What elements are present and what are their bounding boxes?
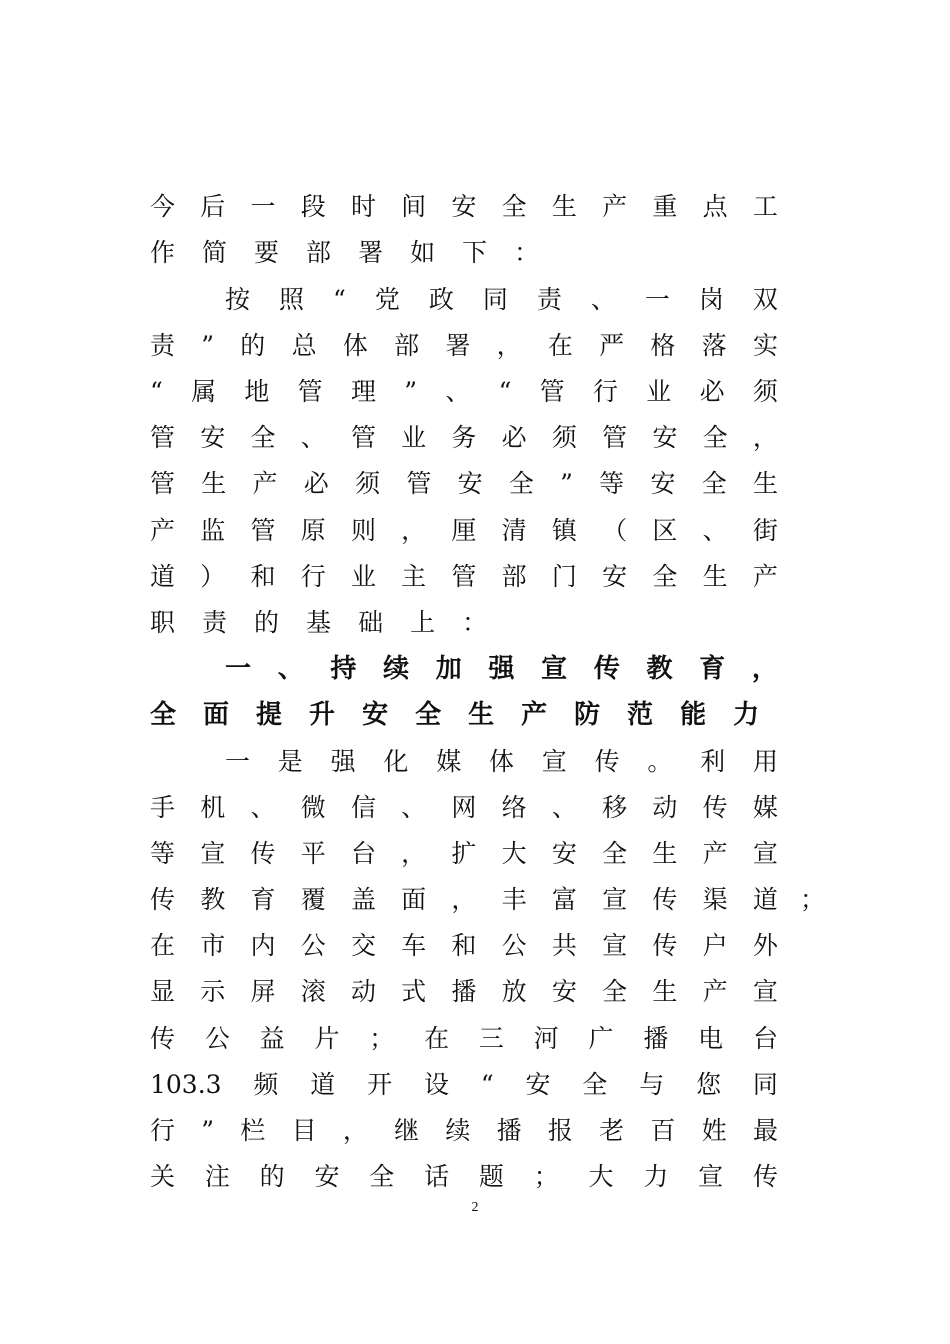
character: 产 <box>752 562 778 591</box>
character: 政 <box>428 285 454 314</box>
character: ， <box>496 331 522 360</box>
character: ， <box>342 1116 368 1145</box>
character: 党 <box>374 285 400 314</box>
text-line <box>150 323 778 369</box>
character: 行 <box>150 1116 176 1145</box>
character: 滚 <box>300 977 326 1006</box>
character: 署 <box>445 331 471 360</box>
character: 盖 <box>350 885 376 914</box>
character: 作 <box>150 238 176 267</box>
character: 公 <box>204 1024 230 1053</box>
character: 、 <box>702 516 728 545</box>
character: “ <box>498 377 512 406</box>
character: 安 <box>652 423 678 452</box>
character: 传 <box>652 931 678 960</box>
character: 机 <box>200 793 226 822</box>
character: 则 <box>350 516 376 545</box>
character: ； <box>369 1024 395 1053</box>
character: 安 <box>314 1162 340 1191</box>
character: 岗 <box>698 285 724 314</box>
section-heading-line <box>225 646 778 692</box>
text-line <box>150 600 778 646</box>
character: 安 <box>602 562 628 591</box>
character: 业 <box>350 562 376 591</box>
character: ” <box>404 377 418 406</box>
character: 屏 <box>250 977 276 1006</box>
character: 地 <box>244 377 270 406</box>
character: ） <box>200 562 226 591</box>
character: 道 <box>752 885 778 914</box>
character: 管 <box>150 469 176 498</box>
character: 、 <box>551 793 577 822</box>
character: 报 <box>547 1116 573 1145</box>
character: 产 <box>702 977 728 1006</box>
character: 全 <box>508 469 534 498</box>
character: 工 <box>752 192 778 221</box>
character: “ <box>150 377 163 406</box>
character: 管 <box>406 469 432 498</box>
character: 下 <box>462 238 488 267</box>
character: 传 <box>250 839 276 868</box>
character: ， <box>751 654 778 684</box>
character: 广 <box>588 1024 614 1053</box>
text-line <box>225 739 778 785</box>
character: 传 <box>594 747 620 776</box>
character: 升 <box>309 700 336 730</box>
character: 道 <box>150 562 176 591</box>
character: 严 <box>599 331 625 360</box>
character: 和 <box>451 931 477 960</box>
character: 传 <box>150 885 176 914</box>
character: 全 <box>652 562 678 591</box>
character: 能 <box>680 700 707 730</box>
character: 传 <box>752 1162 778 1191</box>
character: 话 <box>424 1162 450 1191</box>
character: 在 <box>547 331 573 360</box>
character: 责 <box>150 331 176 360</box>
character: 目 <box>291 1116 317 1145</box>
character: 利 <box>700 747 726 776</box>
character: 管 <box>297 377 323 406</box>
character: 交 <box>350 931 376 960</box>
text-line <box>150 1062 778 1108</box>
character: 简 <box>202 238 228 267</box>
page-number: 2 <box>471 1200 479 1215</box>
character: 同 <box>752 1070 778 1099</box>
character: 管 <box>250 516 276 545</box>
character: 后 <box>200 192 226 221</box>
character: 清 <box>501 516 527 545</box>
character: 产 <box>602 192 628 221</box>
character: 台 <box>752 1024 778 1053</box>
text-line <box>225 277 778 323</box>
character: 内 <box>250 931 276 960</box>
character: 微 <box>300 793 326 822</box>
character: 宣 <box>541 654 568 684</box>
character: 体 <box>488 747 514 776</box>
character: 管 <box>602 423 628 452</box>
character: 媒 <box>436 747 462 776</box>
character: 在 <box>150 931 176 960</box>
character: 主 <box>401 562 427 591</box>
character: 覆 <box>300 885 326 914</box>
character: 、 <box>401 793 427 822</box>
character: 传 <box>702 793 728 822</box>
character: 安 <box>362 700 389 730</box>
character: 生 <box>652 977 678 1006</box>
character: 频 <box>253 1070 279 1099</box>
character: 须 <box>752 377 778 406</box>
character: 生 <box>468 700 495 730</box>
character: 播 <box>496 1116 522 1145</box>
character: 安 <box>551 977 577 1006</box>
character: 传 <box>652 885 678 914</box>
character: 力 <box>643 1162 669 1191</box>
character: 须 <box>355 469 381 498</box>
character: 业 <box>646 377 672 406</box>
character: 部 <box>394 331 420 360</box>
character: （ <box>602 516 628 545</box>
character: 宣 <box>602 931 628 960</box>
character: 传 <box>150 1024 176 1053</box>
text-line <box>150 554 778 600</box>
character: 面 <box>203 700 230 730</box>
character: 产 <box>521 700 548 730</box>
character: ， <box>401 516 427 545</box>
character: 传 <box>593 654 620 684</box>
character: 照 <box>279 285 305 314</box>
character: 实 <box>752 331 778 360</box>
character: 必 <box>303 469 329 498</box>
text-line <box>150 831 778 877</box>
character: 台 <box>350 839 376 868</box>
character: 落 <box>701 331 727 360</box>
character: 管 <box>150 423 176 452</box>
text-line <box>150 1154 778 1200</box>
character: 总 <box>291 331 317 360</box>
character: 式 <box>401 977 427 1006</box>
character: 电 <box>698 1024 724 1053</box>
character: 动 <box>652 793 678 822</box>
text-line <box>150 877 778 923</box>
overflow-punctuation: ； <box>800 885 826 914</box>
character: ” <box>560 469 573 498</box>
character: 显 <box>150 977 176 1006</box>
character: 是 <box>277 747 303 776</box>
character: 必 <box>699 377 725 406</box>
character: 础 <box>358 608 384 637</box>
character: 体 <box>342 331 368 360</box>
character: ； <box>533 1162 559 1191</box>
character: 、 <box>445 377 471 406</box>
character: 点 <box>702 192 728 221</box>
character: 老 <box>599 1116 625 1145</box>
character: 共 <box>551 931 577 960</box>
character: 教 <box>200 885 226 914</box>
character: 外 <box>752 931 778 960</box>
character: 育 <box>250 885 276 914</box>
character: 管 <box>451 562 477 591</box>
character: 生 <box>551 192 577 221</box>
character: 门 <box>551 562 577 591</box>
character: 的 <box>240 331 266 360</box>
character: 生 <box>201 469 227 498</box>
character: ” <box>201 331 215 360</box>
character: 如 <box>410 238 436 267</box>
character: 教 <box>646 654 673 684</box>
character: 在 <box>424 1024 450 1053</box>
character: 业 <box>401 423 427 452</box>
character: 注 <box>204 1162 230 1191</box>
character: 等 <box>150 839 176 868</box>
character: 三 <box>478 1024 504 1053</box>
character: 动 <box>350 977 376 1006</box>
character: 责 <box>202 608 228 637</box>
character: 播 <box>451 977 477 1006</box>
character: 理 <box>350 377 376 406</box>
character: 宣 <box>752 977 778 1006</box>
text-line <box>150 1016 778 1062</box>
character: 103.3 <box>150 1070 222 1099</box>
character: ， <box>752 423 778 452</box>
character: 生 <box>702 562 728 591</box>
character: 区 <box>652 516 678 545</box>
text-line <box>150 923 778 969</box>
character: 部 <box>501 562 527 591</box>
character: 户 <box>702 931 728 960</box>
character: “ <box>480 1070 494 1099</box>
character: 与 <box>639 1070 665 1099</box>
character: 化 <box>383 747 409 776</box>
character: 责 <box>536 285 562 314</box>
character: 扩 <box>451 839 477 868</box>
character: 全 <box>369 1162 395 1191</box>
character: 加 <box>435 654 462 684</box>
character: 、 <box>277 654 304 684</box>
character: 持 <box>330 654 357 684</box>
character: 安 <box>200 423 226 452</box>
character: 宣 <box>698 1162 724 1191</box>
character: 题 <box>478 1162 504 1191</box>
character: 百 <box>650 1116 676 1145</box>
character: 渠 <box>702 885 728 914</box>
character: 产 <box>252 469 278 498</box>
character: ， <box>451 885 477 914</box>
character: 。 <box>647 747 673 776</box>
character: 安 <box>650 469 676 498</box>
character: ” <box>201 1116 215 1145</box>
character: 继 <box>394 1116 420 1145</box>
text-line <box>150 508 778 554</box>
character: 平 <box>300 839 326 868</box>
character: 全 <box>582 1070 608 1099</box>
character: 续 <box>383 654 410 684</box>
character: 大 <box>501 839 527 868</box>
character: 职 <box>150 608 176 637</box>
character: 等 <box>599 469 625 498</box>
character: 安 <box>457 469 483 498</box>
character: 力 <box>733 700 760 730</box>
character: 全 <box>602 839 628 868</box>
character: 全 <box>602 977 628 1006</box>
character: 、 <box>250 793 276 822</box>
character: 的 <box>254 608 280 637</box>
character: 关 <box>150 1162 176 1191</box>
character: 宣 <box>602 885 628 914</box>
character: 行 <box>300 562 326 591</box>
character: 段 <box>300 192 326 221</box>
character: 育 <box>699 654 726 684</box>
character: 范 <box>627 700 654 730</box>
character: 公 <box>300 931 326 960</box>
character: 厘 <box>451 516 477 545</box>
character: 丰 <box>501 885 527 914</box>
character: 镇 <box>551 516 577 545</box>
character: 原 <box>300 516 326 545</box>
character: 大 <box>588 1162 614 1191</box>
character: 河 <box>533 1024 559 1053</box>
character: 监 <box>200 516 226 545</box>
character: 姓 <box>701 1116 727 1145</box>
character: 今 <box>150 192 176 221</box>
character: 双 <box>752 285 778 314</box>
character: 设 <box>424 1070 450 1099</box>
character: 、 <box>590 285 616 314</box>
character: 全 <box>250 423 276 452</box>
character: 用 <box>752 747 778 776</box>
character: 一 <box>225 747 251 776</box>
character: 强 <box>330 747 356 776</box>
text-line <box>150 969 778 1015</box>
character: 宣 <box>541 747 567 776</box>
character: 、 <box>300 423 326 452</box>
character: 属 <box>191 377 217 406</box>
character: 开 <box>367 1070 393 1099</box>
character: 时 <box>350 192 376 221</box>
character: 续 <box>445 1116 471 1145</box>
character: 重 <box>652 192 678 221</box>
character: 全 <box>501 192 527 221</box>
character: 强 <box>488 654 515 684</box>
character: 全 <box>150 700 177 730</box>
character: 产 <box>150 516 176 545</box>
character: 要 <box>254 238 280 267</box>
character: 间 <box>401 192 427 221</box>
character: 按 <box>225 285 251 314</box>
character: 一 <box>250 192 276 221</box>
character: 您 <box>696 1070 722 1099</box>
character: 一 <box>225 654 252 684</box>
character: ： <box>462 608 488 637</box>
character: 生 <box>752 469 778 498</box>
character: 同 <box>482 285 508 314</box>
text-line <box>150 785 778 831</box>
character: 署 <box>358 238 384 267</box>
character: 媒 <box>752 793 778 822</box>
character: 宣 <box>752 839 778 868</box>
character: 市 <box>200 931 226 960</box>
character: 防 <box>574 700 601 730</box>
character: 管 <box>539 377 565 406</box>
character: 产 <box>702 839 728 868</box>
character: 务 <box>451 423 477 452</box>
character: ： <box>514 238 540 267</box>
character: “ <box>333 285 346 314</box>
character: 网 <box>451 793 477 822</box>
character: 安 <box>451 192 477 221</box>
character: 的 <box>259 1162 285 1191</box>
character: 播 <box>643 1024 669 1053</box>
text-line <box>150 369 778 415</box>
character: 部 <box>306 238 332 267</box>
text-line <box>150 230 778 276</box>
text-line <box>150 1108 778 1154</box>
character: 益 <box>259 1024 285 1053</box>
character: 公 <box>501 931 527 960</box>
text-line <box>150 415 778 461</box>
text-line <box>150 184 778 230</box>
character: 基 <box>306 608 332 637</box>
character: 提 <box>256 700 283 730</box>
character: 移 <box>602 793 628 822</box>
character: 格 <box>650 331 676 360</box>
character: 片 <box>314 1024 340 1053</box>
character: 必 <box>501 423 527 452</box>
character: 道 <box>310 1070 336 1099</box>
character: 全 <box>701 469 727 498</box>
character: 安 <box>551 839 577 868</box>
character: 街 <box>752 516 778 545</box>
character: ， <box>401 839 427 868</box>
character: 行 <box>592 377 618 406</box>
character: 手 <box>150 793 176 822</box>
character: 络 <box>501 793 527 822</box>
character: 放 <box>501 977 527 1006</box>
character: 须 <box>551 423 577 452</box>
character: 富 <box>551 885 577 914</box>
character: 面 <box>401 885 427 914</box>
character: 示 <box>200 977 226 1006</box>
character: 车 <box>401 931 427 960</box>
character: 生 <box>652 839 678 868</box>
character: 安 <box>525 1070 551 1099</box>
text-line <box>150 461 778 507</box>
character: 和 <box>250 562 276 591</box>
character: 全 <box>415 700 442 730</box>
section-heading-line <box>150 692 778 738</box>
character: 最 <box>752 1116 778 1145</box>
character: 一 <box>644 285 670 314</box>
character: 栏 <box>240 1116 266 1145</box>
character: 全 <box>702 423 728 452</box>
character: 信 <box>350 793 376 822</box>
character: 上 <box>410 608 436 637</box>
character: 管 <box>350 423 376 452</box>
character: 宣 <box>200 839 226 868</box>
